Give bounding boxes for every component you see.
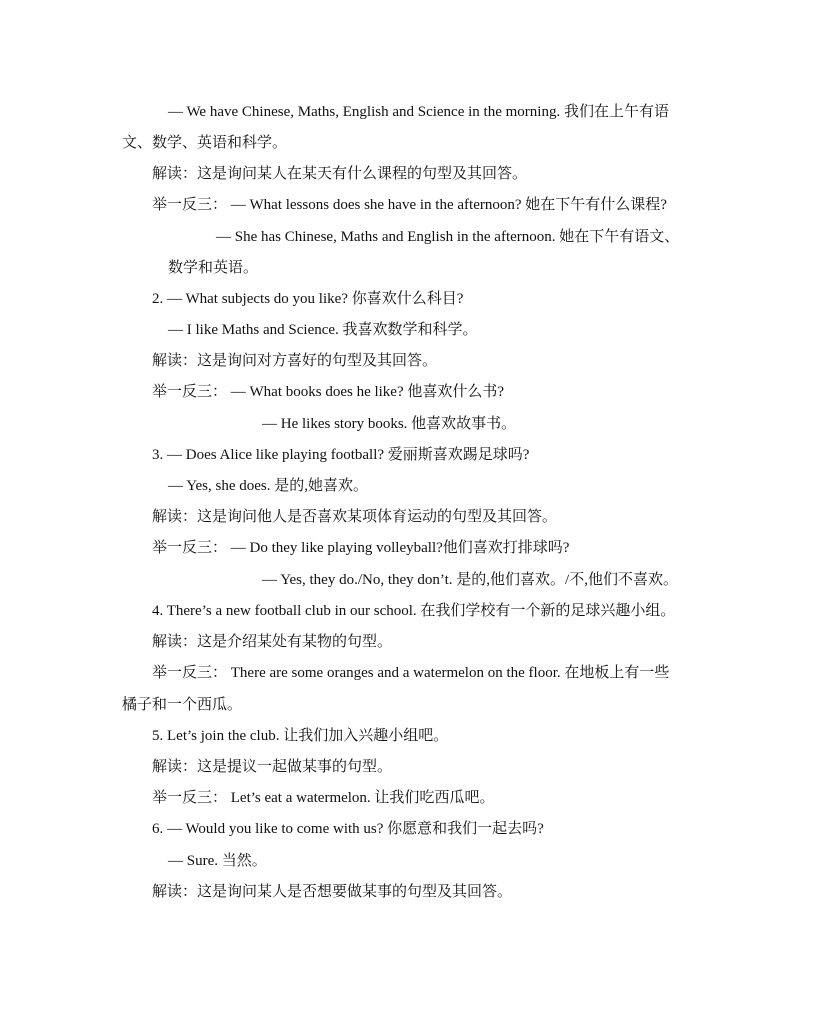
text-line: — I like Maths and Science. 我喜欢数学和科学。: [168, 322, 478, 338]
text-line: 举一反三： Let’s eat a watermelon. 让我们吃西瓜吧。: [152, 790, 495, 806]
text-line: 6. — Would you like to come with us? 你愿意和我们一起去吗?: [152, 821, 544, 837]
text-line: 解读：这是询问某人在某天有什么课程的句型及其回答。: [152, 166, 528, 182]
text-line: — He likes story books. 他喜欢故事书。: [262, 416, 517, 432]
text-line: 解读：这是询问某人是否想要做某事的句型及其回答。: [152, 884, 513, 900]
text-line: 5. Let’s join the club. 让我们加入兴趣小组吧。: [152, 728, 449, 744]
text-line: 2. — What subjects do you like? 你喜欢什么科目?: [152, 291, 464, 307]
text-line: 解读：这是提议一起做某事的句型。: [152, 759, 393, 775]
text-line: 文、数学、英语和科学。: [122, 135, 288, 151]
text-line: 举一反三： — What books does he like? 他喜欢什么书?: [152, 384, 505, 400]
text-line: 解读：这是介绍某处有某物的句型。: [152, 634, 393, 650]
text-line: — She has Chinese, Maths and English in the afternoon. 她在下午有语文、: [216, 229, 680, 245]
text-line: 解读：这是询问对方喜好的句型及其回答。: [152, 353, 438, 369]
text-line: 解读：这是询问他人是否喜欢某项体育运动的句型及其回答。: [152, 509, 558, 525]
text-line: — Yes, she does. 是的,她喜欢。: [168, 478, 369, 494]
text-line: 4. There’s a new football club in our school. 在我们学校有一个新的足球兴趣小组。: [152, 603, 676, 619]
text-line: — Yes, they do./No, they don’t. 是的,他们喜欢。/不,他们不喜欢。: [262, 572, 678, 588]
text-line: 举一反三： There are some oranges and a watermelon on the floor. 在地板上有一些: [152, 665, 670, 681]
text-line: 举一反三： — Do they like playing volleyball?他们喜欢打排球吗?: [152, 540, 570, 556]
text-line: — Sure. 当然。: [168, 853, 267, 869]
text-line: 橘子和一个西瓜。: [122, 697, 243, 713]
text-line: 举一反三： — What lessons does she have in the afternoon? 她在下午有什么课程?: [152, 197, 667, 213]
text-line: 数学和英语。: [168, 260, 259, 276]
text-line: 3. — Does Alice like playing football? 爱丽斯喜欢踢足球吗?: [152, 447, 530, 463]
text-line: — We have Chinese, Maths, English and Science in the morning. 我们在上午有语: [168, 104, 669, 120]
